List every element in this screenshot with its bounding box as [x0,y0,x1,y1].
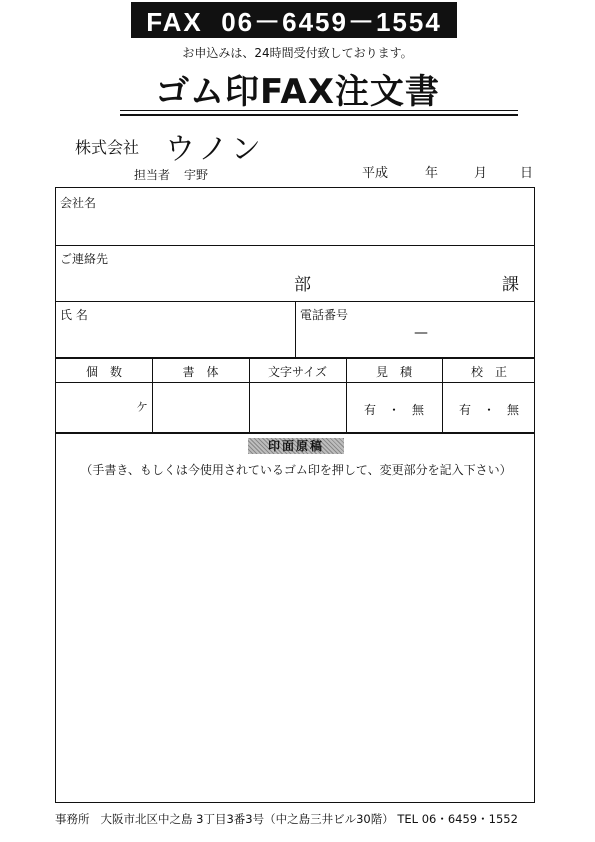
date-year: 年 [425,166,439,181]
divider [56,245,534,246]
office-label: 事務所 [55,812,90,826]
divider-vertical [152,357,153,432]
column-proof: 校 正 [470,365,507,379]
office-address-footer [55,811,518,827]
quantity-unit: ケ [136,400,149,414]
date-day: 日 [520,166,534,181]
order-form [55,187,535,803]
column-estimate: 見 積 [375,365,412,379]
divider-vertical [442,357,443,432]
title-underline-thick [120,114,518,116]
reception-notice: お申込みは、24時間受付致しております。 [182,46,413,60]
contact-label: ご連絡先 [60,252,109,266]
divider-vertical [249,357,250,432]
proof-options: 有 ・ 無 [458,403,519,417]
issuer-company-type: 株式会社 [75,138,140,157]
date-month: 月 [474,166,488,181]
date-era: 平成 [362,166,389,181]
company-name-label: 会社名 [60,196,97,210]
phone-separator: — [414,325,428,341]
staff-name: 宇野 [184,168,209,182]
title-underline [120,110,518,111]
section-label: 課 [502,275,519,295]
manuscript-label: 印面原稿 [248,438,344,454]
page-title: ゴム印FAX注文書 [155,72,440,112]
phone-label: 電話番号 [300,308,349,322]
column-typeface: 書 体 [182,365,219,379]
manuscript-instruction: （手書き、もしくは今使用されているゴム印を押して、変更部分を記入下さい） [80,463,512,477]
staff-label: 担当者 [134,168,171,182]
issuer-company-name: ウノン [165,132,265,167]
divider-vertical [346,357,347,432]
column-quantity: 個 数 [85,365,122,379]
column-font-size: 文字サイズ [267,365,328,379]
divider [56,357,534,359]
department-label: 部 [294,275,311,295]
person-name-label: 氏 名 [60,308,88,322]
divider [56,382,534,383]
fax-number-banner: FAX 06－6459－1554 [131,2,457,38]
divider [56,432,534,434]
office-tel: TEL 06・6459・1552 [397,812,518,826]
estimate-options: 有 ・ 無 [363,403,424,417]
issuer-staff [134,166,208,183]
office-address: 大阪市北区中之島 3丁目3番3号（中之島三井ビル30階） [100,812,394,826]
divider-vertical [295,301,296,357]
